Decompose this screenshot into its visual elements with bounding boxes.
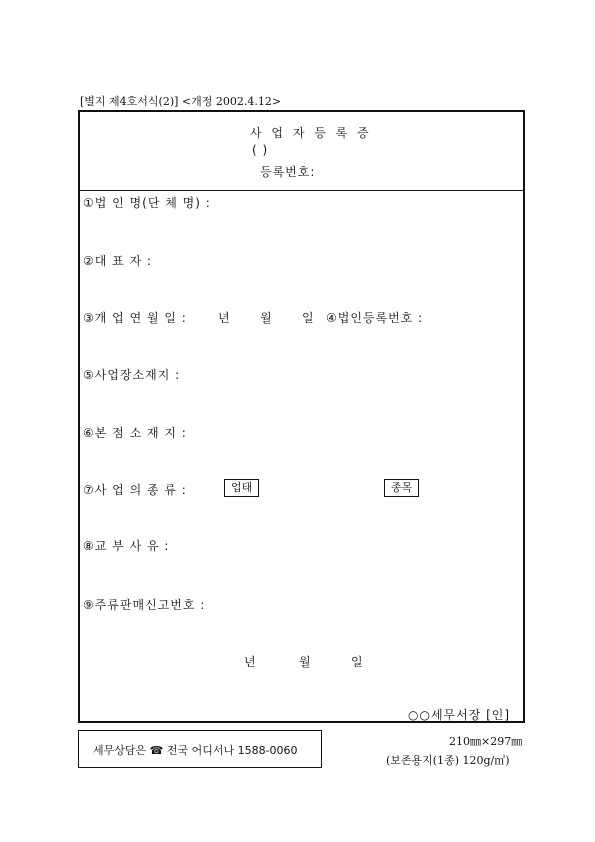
opening-year-label: 년 (218, 311, 231, 325)
business-item-box: 종목 (384, 479, 419, 497)
tax-consultation-box (78, 730, 322, 768)
issue-day-label: 일 (351, 655, 364, 669)
title-divider (80, 190, 523, 191)
tax-office-director-signature: ○○세무서장 [인] (408, 708, 511, 722)
opening-month-label: 월 (260, 311, 273, 325)
corporate-name-field: ①법 인 명(단 체 명) : (83, 196, 211, 210)
liquor-sales-report-number-field: ⑨주류판매신고번호 : (83, 598, 206, 612)
form-number-note: [별지 제4호서식(2)] <개정 2002.4.12> (80, 95, 282, 108)
issue-month-label: 월 (299, 655, 312, 669)
paper-type-note: (보존용지(1종) 120g/㎡) (386, 754, 510, 767)
representative-field: ②대 표 자 : (83, 254, 153, 268)
registration-number-label: 등록번호: (260, 165, 316, 179)
corporate-registration-number-field: ④법인등록번호 : (326, 311, 424, 325)
opening-date-field: ③개 업 연 월 일 : (83, 311, 187, 325)
certificate-form (78, 110, 525, 723)
head-office-address-field: ⑥본 점 소 재 지 : (83, 426, 187, 440)
paper-size-note: 210㎜×297㎜ (449, 735, 523, 748)
issue-year-label: 년 (244, 655, 257, 669)
business-type-field: ⑦사 업 의 종 류 : (83, 483, 187, 497)
certificate-title: 사 업 자 등 록 증 (250, 126, 372, 140)
business-category-box: 업태 (224, 479, 259, 497)
business-address-field: ⑤사업장소재지 : (83, 368, 181, 382)
certificate-subtitle-parens: ( ) (252, 143, 269, 157)
opening-day-label: 일 (302, 311, 315, 325)
tax-consultation-text: 세무상담은 ☎ 전국 어디서나 1588-0060 (93, 744, 298, 757)
issue-reason-field: ⑧교 부 사 유 : (83, 539, 170, 553)
